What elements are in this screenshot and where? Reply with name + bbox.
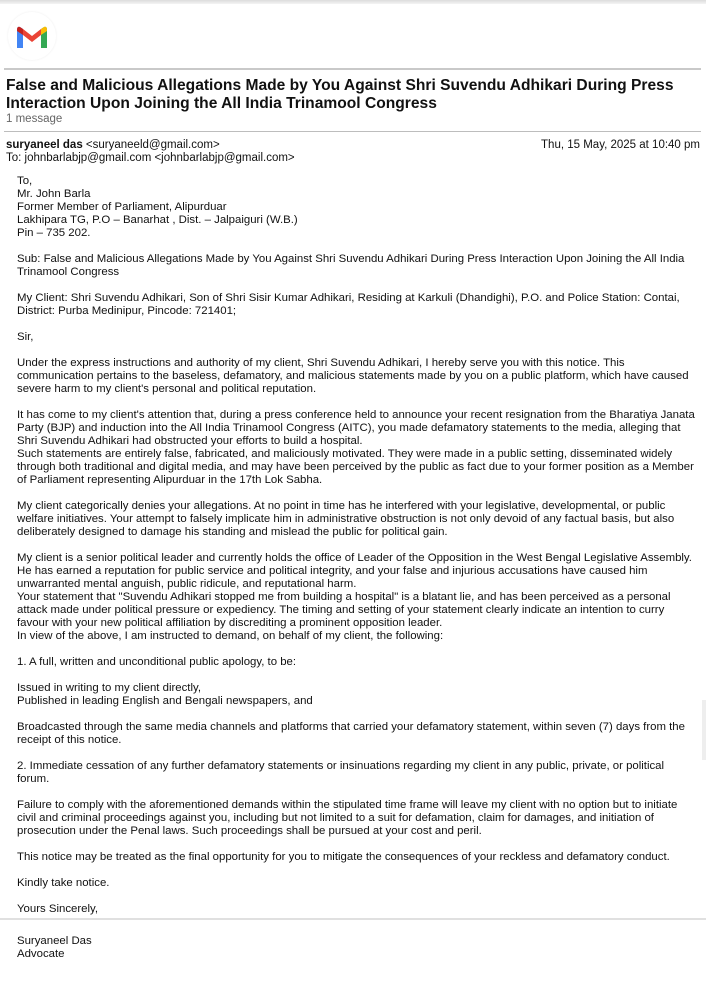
meta-divider	[4, 131, 701, 132]
address-line: Pin – 735 202.	[17, 227, 91, 239]
paragraph-1: Under the express instructions and authority of my client, Shri Suvendu Adhikari, I hereby serve you with this notice. This communication pertains to the baseless, defamatory, and malicious statements made by you on a public platform, which have caused severe harm to my client's personal and political reputation.	[17, 357, 689, 395]
message-count: 1 message	[6, 113, 63, 125]
email-subject: False and Malicious Allegations Made by You Against Shri Suvendu Adhikari During Press Interaction Upon Joining the All India Trinamool Congress	[6, 77, 674, 112]
address-line: To,	[17, 175, 33, 187]
demand-1c: Broadcasted through the same media channels and platforms that carried your defamatory statement, within seven (7) days from the receipt of this notice.	[17, 721, 685, 746]
scroll-edge	[702, 700, 706, 760]
email-date: Thu, 15 May, 2025 at 10:40 pm	[541, 139, 700, 151]
header-divider	[4, 68, 701, 70]
client-line: My Client: Shri Suvendu Adhikari, Son of Shri Sisir Kumar Adhikari, Residing at Karkuli (Dhandighi), P.O. and Police Station: Contai, District: Purba Medinipur, Pincode: 721401;	[17, 292, 680, 317]
paragraph-5: Failure to comply with the aforementioned demands within the stipulated time frame will leave my client with no option but to initiate civil and criminal proceedings against you, including but not limited to a suit for defamation, claim for damages, and initiation of prosecution under the Penal laws. Such proceedings shall be pursued at your cost and peril.	[17, 799, 678, 837]
salutation: Sir,	[17, 331, 34, 343]
subject-line: Sub: False and Malicious Allegations Made by You Against Shri Suvendu Adhikari During Press Interaction Upon Joining the All India Trinamool Congress	[17, 253, 685, 278]
signature-title: Advocate	[17, 948, 65, 960]
recipient-line: To: johnbarlabjp@gmail.com <johnbarlabjp@gmail.com>	[6, 152, 295, 164]
gmail-logo[interactable]	[8, 12, 56, 60]
gmail-logo-icon	[15, 23, 49, 49]
sender-line	[6, 139, 220, 152]
demand-2: 2. Immediate cessation of any further defamatory statements or insinuations regarding my client in any public, private, or political forum.	[17, 760, 665, 785]
paragraph-4a: My client is a senior political leader and currently holds the office of Leader of the Opposition in the West Bengal Legislative Assembly. He has earned a reputation for public service and political integrity, and your false and injurious accusations have caused him unwarranted mental anguish, public ridicule, and reputational harm.	[17, 552, 692, 590]
signature-name: Suryaneel Das	[17, 935, 92, 947]
paragraph-2	[17, 409, 697, 487]
paragraph-2b: Such statements are entirely false, fabricated, and maliciously motivated. They were made in a public setting, disseminated widely through both traditional and digital media, and may have been perceived by the public as fact due to your former position as a Member of Parliament representing Alipurduar in the 17th Lok Sabha.	[17, 448, 694, 486]
paragraph-4c: In view of the above, I am instructed to demand, on behalf of my client, the following:	[17, 630, 444, 642]
closing: Yours Sincerely,	[17, 903, 99, 915]
top-shadow	[0, 0, 706, 4]
demand-1a: Issued in writing to my client directly,	[17, 682, 202, 694]
paragraph-7: Kindly take notice.	[17, 877, 110, 889]
signature-divider	[0, 918, 706, 920]
paragraph-4	[17, 552, 697, 643]
demand-1: 1. A full, written and unconditional public apology, to be:	[17, 656, 297, 668]
demand-1-items	[17, 682, 697, 708]
sender-name[interactable]: suryaneel das	[6, 139, 83, 151]
address-line: Lakhipara TG, P.O – Banarhat , Dist. – Jalpaiguri (W.B.)	[17, 214, 298, 226]
email-body	[17, 175, 697, 929]
address-block	[17, 175, 697, 240]
address-line: Former Member of Parliament, Alipurduar	[17, 201, 227, 213]
paragraph-4b: Your statement that "Suvendu Adhikari stopped me from building a hospital" is a blatant lie, and has been perceived as a personal attack made under political pressure or expediency. The timing and setting of your statement clearly indicate an intention to curry favour with your new political affiliation by discrediting a prominent opposition leader.	[17, 591, 671, 629]
signature-block	[17, 935, 92, 961]
sender-email[interactable]: <suryaneeld@gmail.com>	[85, 139, 220, 151]
paragraph-6: This notice may be treated as the final opportunity for you to mitigate the consequences of your reckless and defamatory conduct.	[17, 851, 670, 863]
demand-1b: Published in leading English and Bengali newspapers, and	[17, 695, 313, 707]
paragraph-3: My client categorically denies your allegations. At no point in time has he interfered with your legislative, developmental, or public welfare initiatives. Your attempt to falsely implicate him in administrative obstruction is not only devoid of any factual basis, but also deliberately designed to damage his standing and mislead the public for political gain.	[17, 500, 675, 538]
address-line: Mr. John Barla	[17, 188, 91, 200]
paragraph-2a: It has come to my client's attention that, during a press conference held to announce your recent resignation from the Bharatiya Janata Party (BJP) and induction into the All India Trinamool Congress (AITC), you made defamatory statements to the media, alleging that Shri Suvendu Adhikari had obstructed your efforts to build a hospital.	[17, 409, 695, 447]
